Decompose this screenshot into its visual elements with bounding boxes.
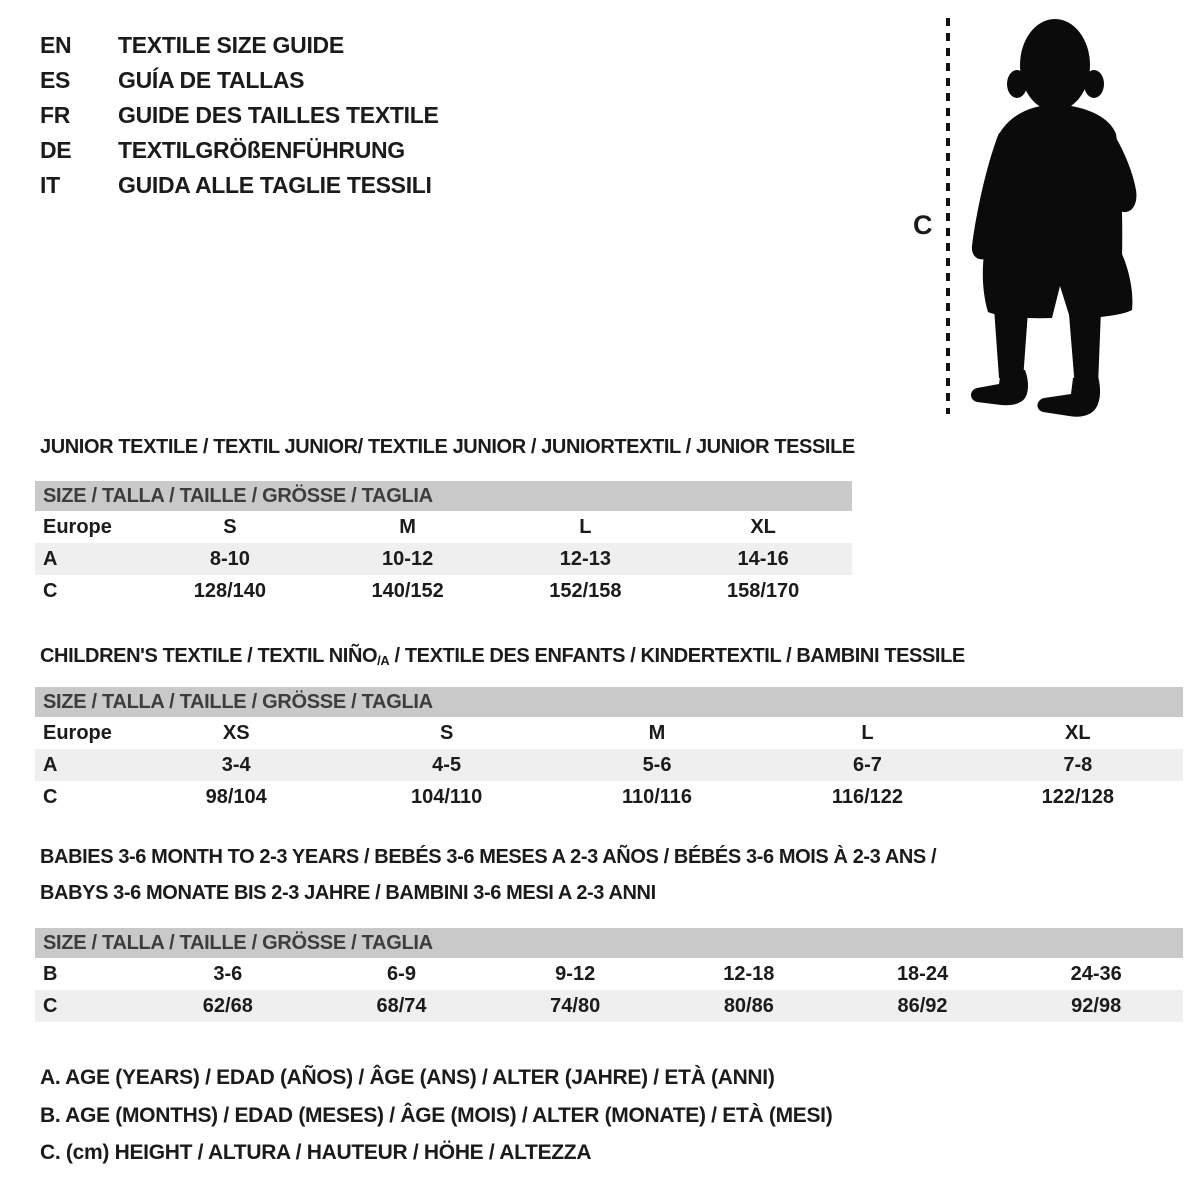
- size-cell: 3-4: [221, 753, 251, 776]
- baby-silhouette-icon: [963, 18, 1138, 420]
- row-label: A: [43, 753, 58, 776]
- size-cell: 4-5: [432, 753, 462, 776]
- language-title: GUÍA DE TALLAS: [118, 67, 305, 93]
- row-label: C: [43, 579, 58, 602]
- table-row-europe: [35, 511, 852, 543]
- language-row: [40, 168, 439, 203]
- junior-section-title: JUNIOR TEXTILE / TEXTIL JUNIOR/ TEXTILE JUNIOR / JUNIORTEXTIL / JUNIOR TESSILE: [40, 436, 855, 458]
- size-cell: 158/170: [726, 579, 800, 602]
- size-cell: XL: [1065, 721, 1091, 744]
- language-code: EN: [40, 32, 72, 58]
- babies-section-title-line1: BABIES 3-6 MONTH TO 2-3 YEARS / BEBÉS 3-6 MESES A 2-3 AÑOS / BÉBÉS 3-6 MOIS À 2-3 ANS /: [40, 846, 937, 868]
- children-size-table: [35, 687, 1183, 813]
- language-row: [40, 133, 439, 168]
- babies-size-table: [35, 928, 1183, 1022]
- language-title: TEXTILE SIZE GUIDE: [118, 32, 344, 58]
- size-cell: 12-13: [559, 547, 611, 570]
- size-cell: 8-10: [209, 547, 250, 570]
- table-row-age: [35, 543, 852, 575]
- size-cell: 9-12: [555, 962, 596, 985]
- language-title: GUIDA ALLE TAGLIE TESSILI: [118, 172, 432, 198]
- size-cell: 6-7: [852, 753, 882, 776]
- size-cell: XL: [750, 515, 776, 538]
- children-title-post: / TEXTILE DES ENFANTS / KINDERTEXTIL / BAMBINI TESSILE: [389, 645, 965, 667]
- junior-size-table: [35, 481, 852, 607]
- table-row-europe: [35, 717, 1183, 749]
- size-cell: 116/122: [831, 785, 904, 808]
- size-cell: S: [439, 721, 454, 744]
- language-row: [40, 63, 439, 98]
- size-cell: 68/74: [376, 994, 427, 1017]
- size-cell: 14-16: [737, 547, 789, 570]
- row-label: C: [43, 994, 58, 1017]
- size-cell: L: [579, 515, 592, 538]
- children-section-title: [40, 645, 965, 668]
- size-cell: M: [648, 721, 666, 744]
- babies-section-title-line2: BABYS 3-6 MONATE BIS 2-3 JAHRE / BAMBINI 3-6 MESI A 2-3 ANNI: [40, 882, 656, 904]
- height-dashed-line: [944, 16, 952, 416]
- size-cell: S: [223, 515, 237, 538]
- table-row-months: [35, 958, 1183, 990]
- table-row-height: [35, 990, 1183, 1022]
- language-row: [40, 98, 439, 133]
- size-cell: L: [861, 721, 874, 744]
- language-code: IT: [40, 172, 60, 198]
- size-cell: 110/116: [621, 785, 693, 808]
- language-code: ES: [40, 67, 71, 93]
- language-row: [40, 28, 439, 63]
- row-label: C: [43, 785, 58, 808]
- size-cell: 24-36: [1070, 962, 1122, 985]
- size-cell: 3-6: [213, 962, 243, 985]
- size-cell: 10-12: [382, 547, 434, 570]
- size-cell: 140/152: [371, 579, 444, 602]
- size-cell: 92/98: [1071, 994, 1122, 1017]
- language-list: [40, 28, 439, 203]
- figure-measure-label: C: [913, 210, 933, 240]
- row-label: A: [43, 547, 58, 570]
- legend-age-months: B. AGE (MONTHS) / EDAD (MESES) / ÂGE (MOIS) / ALTER (MONATE) / ETÀ (MESI): [40, 1104, 833, 1127]
- legend-height-cm: C. (cm) HEIGHT / ALTURA / HAUTEUR / HÖHE / ALTEZZA: [40, 1141, 592, 1164]
- language-code: DE: [40, 137, 72, 163]
- size-cell: 18-24: [896, 962, 949, 985]
- table-row-height: [35, 575, 852, 607]
- size-header-bar: SIZE / TALLA / TAILLE / GRÖSSE / TAGLIA: [35, 928, 1183, 958]
- size-cell: 122/128: [1041, 785, 1114, 808]
- size-cell: 62/68: [202, 994, 253, 1017]
- table-row-height: [35, 781, 1183, 813]
- language-code: FR: [40, 102, 71, 128]
- size-cell: 12-18: [723, 962, 775, 985]
- size-cell: 74/80: [550, 994, 601, 1017]
- legend-age-years: A. AGE (YEARS) / EDAD (AÑOS) / ÂGE (ANS) / ALTER (JAHRE) / ETÀ (ANNI): [40, 1066, 775, 1089]
- size-cell: 86/92: [897, 994, 948, 1017]
- table-row-age: [35, 749, 1183, 781]
- children-title-pre: CHILDREN'S TEXTILE / TEXTIL NIÑO: [40, 645, 378, 667]
- row-label: B: [43, 962, 58, 985]
- size-header-bar: SIZE / TALLA / TAILLE / GRÖSSE / TAGLIA: [35, 481, 852, 511]
- size-cell: 6-9: [387, 962, 416, 985]
- size-cell: 5-6: [642, 753, 672, 776]
- language-title: TEXTILGRÖßENFÜHRUNG: [118, 137, 405, 163]
- size-header-bar: SIZE / TALLA / TAILLE / GRÖSSE / TAGLIA: [35, 687, 1183, 717]
- size-cell: 104/110: [411, 785, 483, 808]
- size-cell: 128/140: [193, 579, 267, 602]
- children-title-sub: /A: [377, 653, 390, 668]
- row-label: Europe: [43, 515, 112, 538]
- language-title: GUIDE DES TAILLES TEXTILE: [118, 102, 439, 128]
- size-cell: 152/158: [549, 579, 622, 602]
- size-cell: 7-8: [1063, 753, 1093, 776]
- size-cell: 98/104: [205, 785, 267, 808]
- size-cell: M: [399, 515, 416, 538]
- size-cell: XS: [222, 721, 250, 744]
- size-cell: 80/86: [723, 994, 774, 1017]
- row-label: Europe: [43, 721, 112, 744]
